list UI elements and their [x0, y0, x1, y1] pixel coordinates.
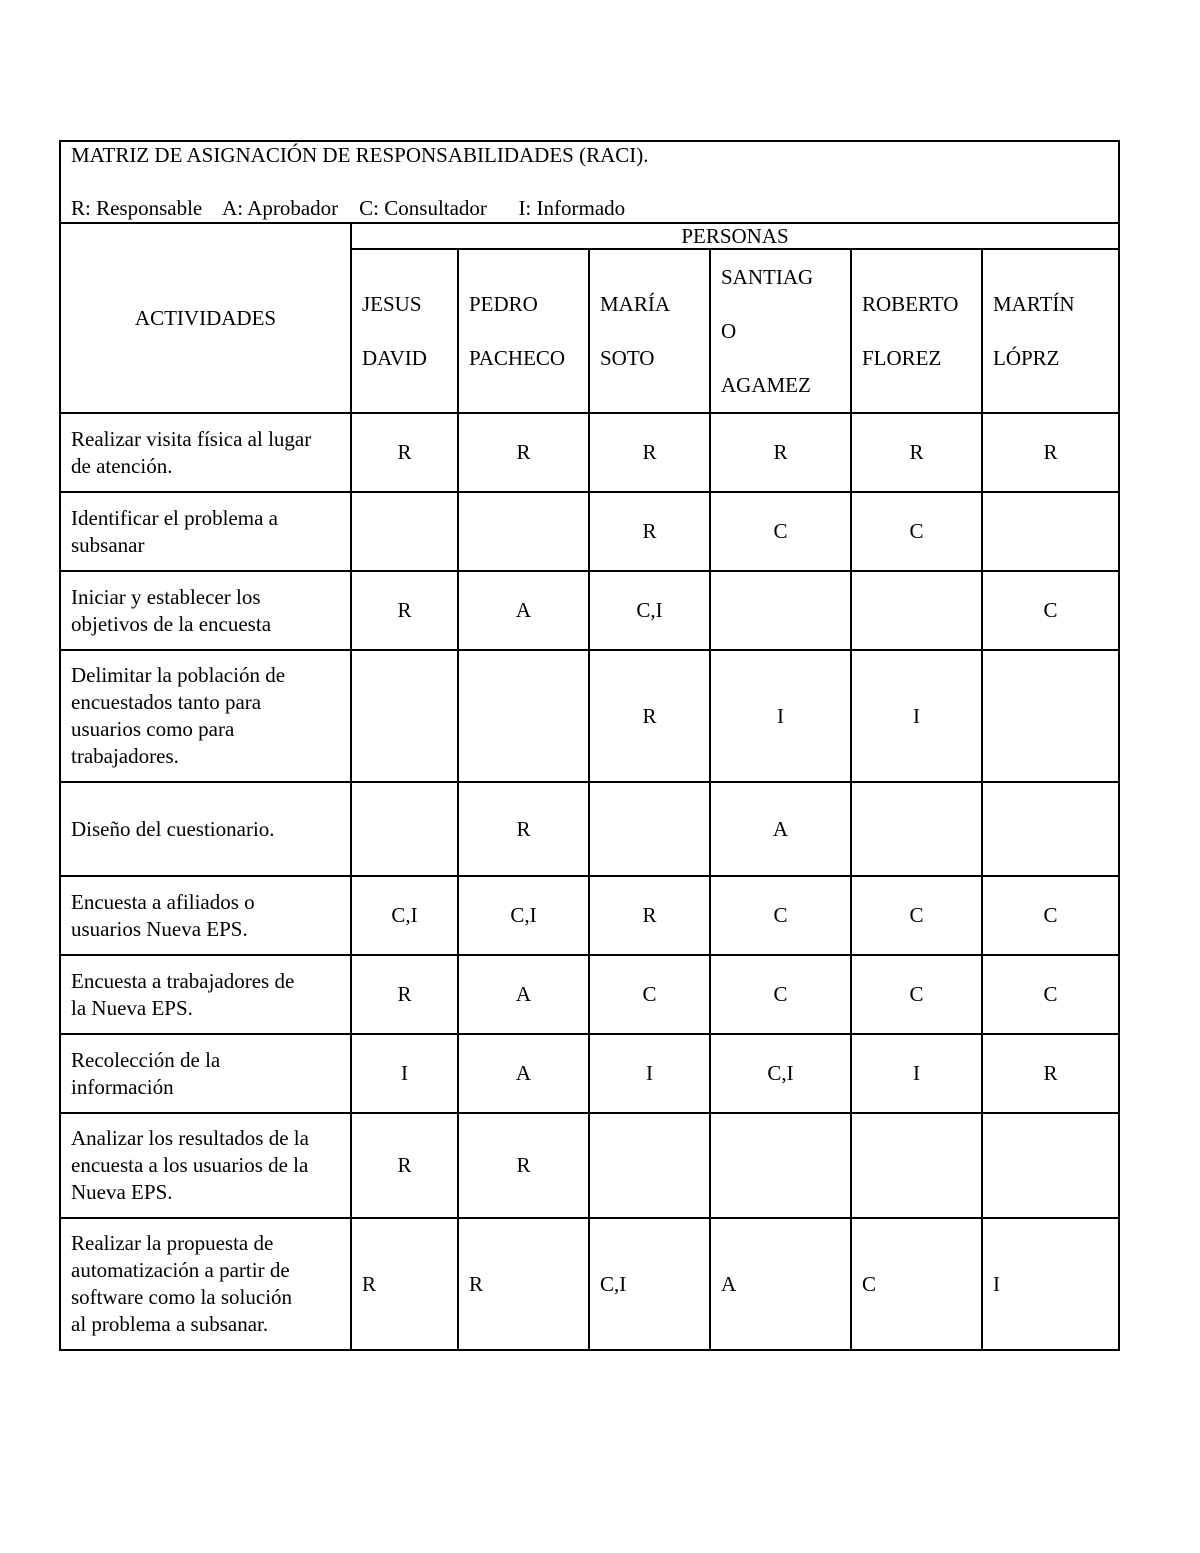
raci-cell: R [458, 1218, 589, 1350]
legend-aprobador: A: Aprobador [222, 196, 339, 220]
activity-cell [60, 492, 351, 571]
raci-cell: C [589, 955, 710, 1034]
activity-line: usuarios como para [71, 717, 235, 741]
activity-cell [60, 1034, 351, 1113]
raci-cell: I [851, 1034, 982, 1113]
legend-consultador: C: Consultador [359, 196, 487, 220]
title-cell [60, 141, 1119, 223]
raci-cell: C [982, 955, 1119, 1034]
raci-cell: R [458, 1113, 589, 1218]
activity-line: encuesta a los usuarios de la [71, 1153, 309, 1177]
matrix-title: MATRIZ DE ASIGNACIÓN DE RESPONSABILIDADES (RACI). [71, 143, 649, 167]
person-header-santiago-agamez [710, 249, 851, 413]
activity-cell [60, 782, 351, 876]
raci-cell: C [851, 955, 982, 1034]
raci-cell [458, 650, 589, 782]
activity-line: Nueva EPS. [71, 1180, 173, 1204]
activity-line: al problema a subsanar. [71, 1312, 269, 1336]
legend [71, 195, 1108, 222]
activity-cell [60, 1218, 351, 1350]
raci-cell: R [710, 413, 851, 492]
activity-line: encuestados tanto para [71, 690, 262, 714]
raci-cell [351, 782, 458, 876]
table-row [60, 782, 1119, 876]
raci-matrix-table [59, 140, 1120, 1351]
activity-line: Recolección de la [71, 1047, 221, 1072]
raci-cell: A [710, 782, 851, 876]
person-name-line: O [721, 319, 737, 343]
activity-line: información [71, 1074, 174, 1099]
raci-cell: A [458, 1034, 589, 1113]
person-name-line: SOTO [600, 346, 655, 370]
table-row [60, 876, 1119, 955]
raci-cell: C,I [589, 1218, 710, 1350]
person-name-line: JESUS [362, 292, 422, 316]
raci-cell [982, 492, 1119, 571]
raci-cell: R [351, 1218, 458, 1350]
activities-header: ACTIVIDADES [60, 223, 351, 413]
table-row [60, 413, 1119, 492]
raci-cell: A [710, 1218, 851, 1350]
table-row [60, 1218, 1119, 1350]
activity-line: Realizar la propuesta de [71, 1231, 274, 1255]
raci-cell [351, 492, 458, 571]
person-name-line: PEDRO [469, 292, 538, 316]
table-row [60, 650, 1119, 782]
raci-cell [589, 1113, 710, 1218]
person-header-roberto-florez [851, 249, 982, 413]
activity-line: Delimitar la población de [71, 663, 286, 687]
activity-cell [60, 413, 351, 492]
activity-line: Analizar los resultados de la [71, 1126, 309, 1150]
activity-cell [60, 955, 351, 1034]
raci-cell: R [351, 413, 458, 492]
raci-cell: A [458, 571, 589, 650]
raci-cell: R [351, 955, 458, 1034]
raci-cell: R [589, 650, 710, 782]
raci-cell: R [851, 413, 982, 492]
raci-cell: I [710, 650, 851, 782]
raci-cell: C [982, 876, 1119, 955]
raci-cell [710, 571, 851, 650]
person-name-line: SANTIAG [721, 265, 814, 289]
activity-line: software como la solución [71, 1285, 293, 1309]
raci-cell: R [589, 876, 710, 955]
raci-cell [982, 650, 1119, 782]
person-header-pedro-pacheco [458, 249, 589, 413]
raci-cell: C [851, 1218, 982, 1350]
person-name-line: LÓPRZ [993, 346, 1060, 370]
activity-line: subsanar [71, 532, 145, 557]
personas-header: PERSONAS [351, 223, 1119, 249]
legend-responsable: R: Responsable [71, 196, 203, 220]
activity-line: trabajadores. [71, 744, 179, 768]
raci-cell [851, 782, 982, 876]
raci-cell [851, 571, 982, 650]
raci-cell: C,I [710, 1034, 851, 1113]
activity-line: Identificar el problema a [71, 505, 278, 530]
raci-cell: C [710, 955, 851, 1034]
raci-cell: I [589, 1034, 710, 1113]
activity-line: automatización a partir de [71, 1258, 290, 1282]
activity-cell [60, 1113, 351, 1218]
table-row [60, 955, 1119, 1034]
activity-line: Diseño del cuestionario. [71, 816, 275, 841]
raci-cell: I [851, 650, 982, 782]
table-row [60, 1034, 1119, 1113]
activity-line: usuarios Nueva EPS. [71, 916, 248, 941]
raci-cell: R [982, 413, 1119, 492]
person-header-martin-loprz [982, 249, 1119, 413]
raci-cell: C [982, 571, 1119, 650]
activity-line: Iniciar y establecer los [71, 584, 261, 609]
raci-cell: C [710, 492, 851, 571]
person-name-line: DAVID [362, 346, 427, 370]
raci-cell: I [982, 1218, 1119, 1350]
activity-line: Encuesta a trabajadores de [71, 968, 295, 993]
person-name-line: PACHECO [469, 346, 566, 370]
raci-cell [589, 782, 710, 876]
raci-cell: R [458, 413, 589, 492]
raci-cell: R [458, 782, 589, 876]
raci-cell [982, 782, 1119, 876]
raci-cell: R [351, 571, 458, 650]
raci-cell: R [351, 1113, 458, 1218]
table-row [60, 492, 1119, 571]
raci-cell: C,I [351, 876, 458, 955]
raci-cell: R [982, 1034, 1119, 1113]
raci-cell [982, 1113, 1119, 1218]
raci-cell [351, 650, 458, 782]
raci-cell: R [589, 492, 710, 571]
person-name-line: MARÍA [600, 292, 671, 316]
activity-cell [60, 571, 351, 650]
raci-cell: C [710, 876, 851, 955]
table-row [60, 571, 1119, 650]
person-name-line: AGAMEZ [721, 373, 811, 397]
activity-line: objetivos de la encuesta [71, 611, 272, 636]
raci-cell [710, 1113, 851, 1218]
activity-line: Realizar visita física al lugar [71, 426, 312, 451]
raci-cell: R [589, 413, 710, 492]
legend-informado: I: Informado [518, 196, 626, 220]
person-name-line: MARTÍN [993, 292, 1075, 316]
raci-cell: C,I [589, 571, 710, 650]
raci-cell [458, 492, 589, 571]
raci-cell: I [351, 1034, 458, 1113]
activity-line: la Nueva EPS. [71, 995, 193, 1020]
person-header-jesus-david [351, 249, 458, 413]
table-row [60, 1113, 1119, 1218]
activity-line: Encuesta a afiliados o [71, 889, 255, 914]
person-header-maria-soto [589, 249, 710, 413]
raci-cell: C [851, 492, 982, 571]
raci-cell [851, 1113, 982, 1218]
activity-cell [60, 876, 351, 955]
activity-line: de atención. [71, 453, 173, 478]
raci-cell: A [458, 955, 589, 1034]
activity-cell [60, 650, 351, 782]
raci-cell: C,I [458, 876, 589, 955]
person-name-line: ROBERTO [862, 292, 959, 316]
person-name-line: FLOREZ [862, 346, 942, 370]
raci-cell: C [851, 876, 982, 955]
